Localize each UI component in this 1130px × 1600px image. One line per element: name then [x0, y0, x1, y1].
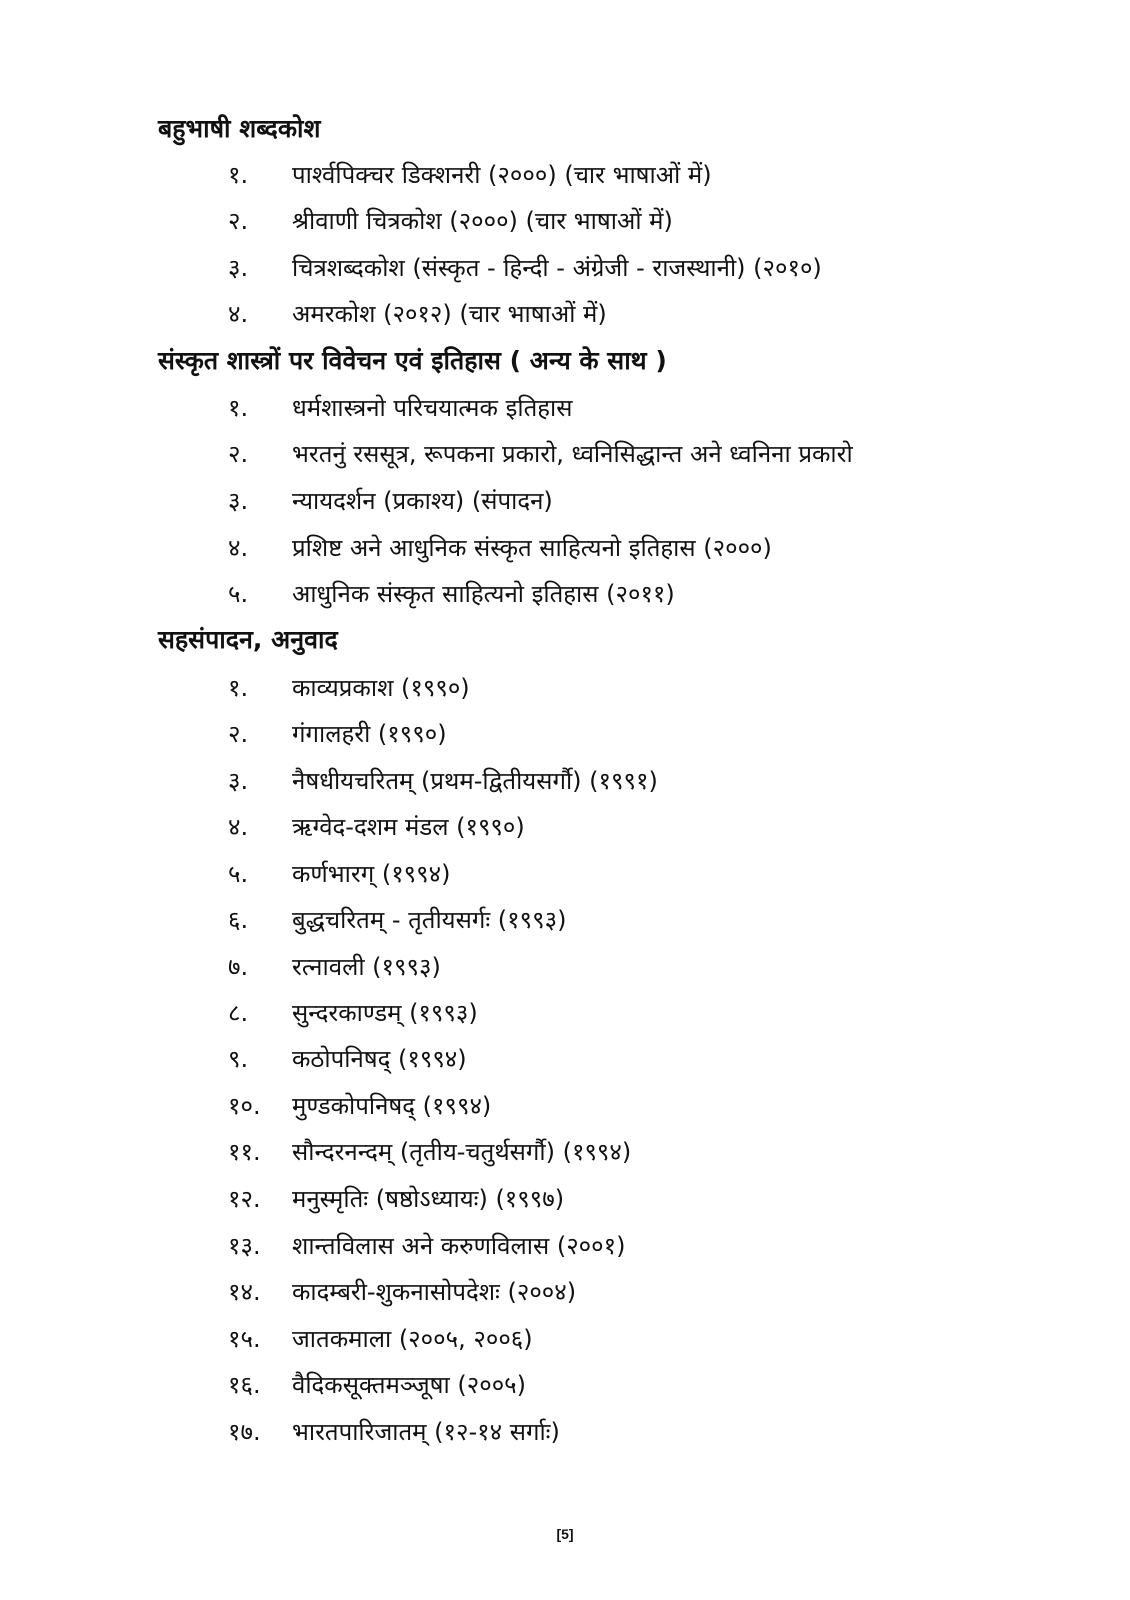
list-item	[0, 436, 1130, 472]
item-text: बुद्धचरितम् - तृतीयसर्गः (१९९३)	[292, 906, 567, 934]
list-item	[0, 1134, 1130, 1170]
item-number: १७.	[228, 1418, 261, 1446]
item-number: १.	[228, 674, 249, 702]
item-number: ४.	[228, 300, 249, 328]
item-text: आधुनिक संस्कृत साहित्यनो इतिहास (२०११)	[292, 580, 675, 608]
item-number: ६.	[228, 906, 249, 934]
item-text: वैदिकसूक्तमञ्जूषा (२००५)	[292, 1371, 527, 1399]
section-title: संस्कृत शास्त्रों पर विवेचन एवं इतिहास ( अन्य के साथ )	[158, 346, 667, 375]
item-number: १.	[228, 394, 249, 422]
item-text: कठोपनिषद् (१९९४)	[292, 1045, 467, 1073]
item-number: ८.	[228, 999, 249, 1027]
list-item	[0, 809, 1130, 845]
list-item	[0, 576, 1130, 612]
list-item	[0, 1367, 1130, 1403]
list-item	[0, 483, 1130, 519]
page-number: [5]	[556, 1526, 574, 1542]
item-text: श्रीवाणी चित्रकोश (२०००) (चार भाषाओं में)	[292, 207, 673, 235]
section-title: बहुभाषी शब्दकोश	[158, 114, 321, 143]
item-text: सौन्दरनन्दम् (तृतीय-चतुर्थसर्गौ) (१९९४)	[292, 1138, 632, 1166]
list-item	[0, 856, 1130, 892]
list-item	[0, 157, 1130, 193]
item-text: धर्मशास्त्रनो परिचयात्मक इतिहास	[292, 394, 573, 422]
list-item	[0, 1088, 1130, 1124]
list-item	[0, 250, 1130, 286]
item-text: गंगालहरी (१९९०)	[292, 720, 447, 748]
list-item	[0, 1041, 1130, 1077]
list-item	[0, 1181, 1130, 1217]
item-text: कर्णभारग् (१९९४)	[292, 860, 451, 888]
item-text: नैषधीयचरितम् (प्रथम-द्वितीयसर्गौ) (१९९१)	[292, 767, 658, 795]
item-number: ११.	[228, 1138, 261, 1166]
item-text: भारतपारिजातम् (१२-१४ सर्गाः)	[292, 1418, 560, 1446]
list-item	[0, 1274, 1130, 1310]
item-text: सुन्दरकाण्डम् (१९९३)	[292, 999, 478, 1027]
item-number: १५.	[228, 1325, 261, 1353]
item-number: ५.	[228, 860, 249, 888]
item-number: ९.	[228, 1045, 249, 1073]
list-item	[0, 763, 1130, 799]
list-item	[0, 530, 1130, 566]
item-number: १०.	[228, 1092, 261, 1120]
list-item	[0, 390, 1130, 426]
item-number: ७.	[228, 953, 249, 981]
item-number: १४.	[228, 1278, 261, 1306]
item-text: ऋग्वेद-दशम मंडल (१९९०)	[292, 813, 525, 841]
list-item	[0, 670, 1130, 706]
item-text: कादम्बरी-शुकनासोपदेशः (२००४)	[292, 1278, 577, 1306]
item-text: न्यायदर्शन (प्रकाश्य) (संपादन)	[292, 487, 553, 515]
item-text: रत्नावली (१९९३)	[292, 953, 441, 981]
item-text: मनुस्मृतिः (षष्ठोऽध्यायः) (१९९७)	[292, 1185, 565, 1213]
item-number: १.	[228, 161, 249, 189]
item-number: ३.	[228, 767, 249, 795]
item-text: जातकमाला (२००५, २००६)	[292, 1325, 533, 1353]
item-text: चित्रशब्दकोश (संस्कृत - हिन्दी - अंग्रेजी - राजस्थानी) (२०१०)	[292, 254, 822, 282]
list-item	[0, 1321, 1130, 1357]
list-item	[0, 995, 1130, 1031]
list-item	[0, 203, 1130, 239]
item-number: २.	[228, 440, 249, 468]
item-text: भरतनुं रससूत्र, रूपकना प्रकारो, ध्वनिसिद्धान्त अने ध्वनिना प्रकारो	[292, 440, 853, 468]
item-number: २.	[228, 207, 249, 235]
item-number: ४.	[228, 813, 249, 841]
list-item	[0, 1414, 1130, 1450]
item-number: १६.	[228, 1371, 261, 1399]
item-text: प्रशिष्ट अने आधुनिक संस्कृत साहित्यनो इतिहास (२०००)	[292, 534, 772, 562]
item-number: २.	[228, 720, 249, 748]
item-number: ४.	[228, 534, 249, 562]
section-title: सहसंपादन, अनुवाद	[158, 625, 338, 654]
item-number: ३.	[228, 487, 249, 515]
item-text: मुण्डकोपनिषद् (१९९४)	[292, 1092, 492, 1120]
item-number: ५.	[228, 580, 249, 608]
list-item	[0, 296, 1130, 332]
list-item	[0, 1228, 1130, 1264]
item-text: पार्श्वपिक्चर डिक्शनरी (२०००) (चार भाषाओं में)	[292, 161, 712, 189]
list-item	[0, 902, 1130, 938]
list-item	[0, 949, 1130, 985]
item-number: ३.	[228, 254, 249, 282]
item-text: काव्यप्रकाश (१९९०)	[292, 674, 470, 702]
item-text: शान्तविलास अने करुणविलास (२००१)	[292, 1232, 626, 1260]
item-number: १३.	[228, 1232, 261, 1260]
item-number: १२.	[228, 1185, 261, 1213]
list-item	[0, 716, 1130, 752]
item-text: अमरकोश (२०१२) (चार भाषाओं में)	[292, 300, 607, 328]
